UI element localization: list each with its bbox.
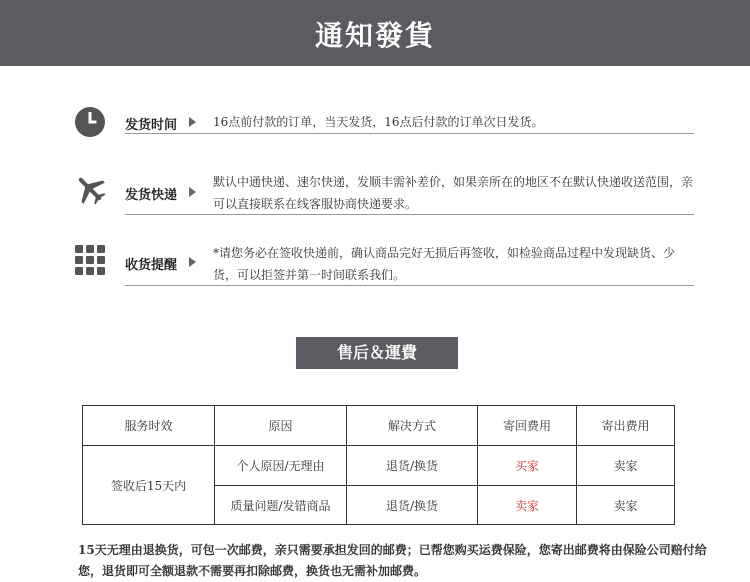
table-header: 原因 [215, 406, 347, 446]
table-cell: 卖家 [577, 486, 675, 525]
table-cell: 质量问题/发错商品 [215, 486, 347, 525]
info-label: 发货时间 [125, 118, 178, 133]
table-cell: 卖家 [478, 486, 577, 525]
table-cell: 买家 [478, 446, 577, 486]
divider [125, 285, 694, 286]
table-header: 寄出费用 [577, 406, 675, 446]
divider [125, 214, 694, 215]
after-sales-table [82, 405, 675, 525]
table-cell: 退货/换货 [347, 446, 478, 486]
clock-icon [74, 106, 106, 138]
info-row-courier [74, 171, 694, 215]
info-label: 收货提醒 [125, 258, 178, 273]
info-row-shipping-time [74, 106, 694, 136]
section-title: 售后＆運費 [296, 337, 458, 369]
info-label: 发货快递 [125, 188, 178, 203]
info-row-receipt-reminder [74, 242, 694, 286]
arrow-right-icon [189, 257, 196, 267]
table-row [83, 446, 675, 486]
grid-icon [74, 244, 106, 276]
info-text: *请您务必在签收快递前，确认商品完好无损后再签收，如检验商品过程中发现缺货、少货，可以拒签并第一时间联系我们。 [213, 246, 676, 282]
airplane-icon [74, 173, 106, 205]
table-cell: 退货/换货 [347, 486, 478, 525]
info-text: 16点前付款的订单，当天发货，16点后付款的订单次日发货。 [213, 115, 544, 129]
table-cell-period: 签收后15天内 [83, 446, 215, 525]
footnote-text: 15天无理由退换货，可包一次邮费，亲只需要承担发回的邮费；已帮您购买运费保险，您寄出邮费将由保险公司赔付给您，退货即可全额退款不需要再扣除邮费，换货也无需补加邮费。 [78, 543, 707, 578]
table-header-row [83, 406, 675, 446]
divider [125, 133, 694, 134]
header-banner [0, 0, 750, 66]
banner-title: 通知發貨 [314, 19, 435, 52]
table-header: 解决方式 [347, 406, 478, 446]
info-text: 默认中通快递、速尔快递，发顺丰需补差价，如果亲所在的地区不在默认快递收送范围，亲可以直接联系在线客服协商快递要求。 [213, 175, 694, 211]
arrow-right-icon [189, 117, 196, 127]
table-header: 寄回费用 [478, 406, 577, 446]
table-cell: 个人原因/无理由 [215, 446, 347, 486]
arrow-right-icon [189, 187, 196, 197]
table-header: 服务时效 [83, 406, 215, 446]
table-cell: 卖家 [577, 446, 675, 486]
